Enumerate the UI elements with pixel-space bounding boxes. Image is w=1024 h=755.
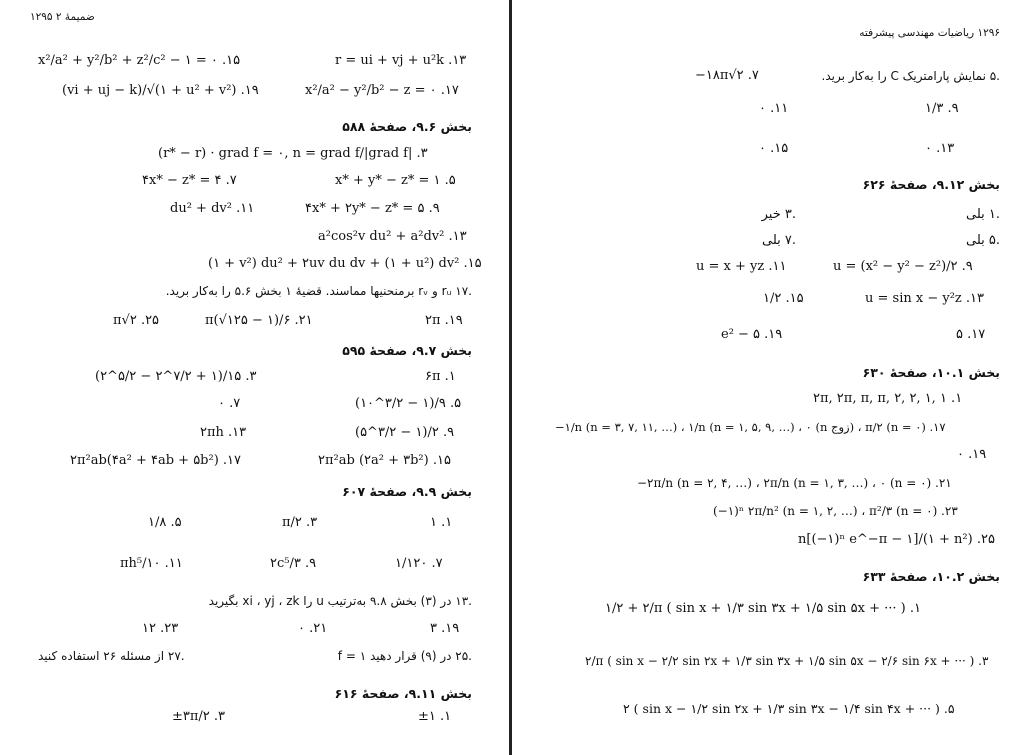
- left-page: [0, 0, 510, 755]
- answer-line: x²/a² + y²/b² + z²/c² − ۱ = ۰ .۱۵: [38, 53, 241, 68]
- answer-line: u = sin x − y²z .۱۳: [865, 291, 984, 306]
- answer-line: ۱ .۱: [430, 515, 453, 530]
- answer-line: (r* − r) · grad f = ۰, n = grad f/|grad f| .۳: [158, 146, 428, 161]
- answer-line: .۱۷ rᵤ و rᵥ برمنحنیها مماسند. قضیهٔ ۱ بخش ۵.۶ را به‌کار برید.: [165, 284, 472, 298]
- answer-line: ۰ .۱۵: [759, 141, 789, 156]
- answer-line: (vi + uj − k)/√(۱ + u² + v²) .۱۹: [62, 83, 259, 98]
- answer-line: r = ui + vj + u²k .۱۳: [335, 53, 467, 68]
- answer-line: ۱/۸ .۵: [148, 515, 182, 530]
- answer-line: .۵ بلی: [965, 233, 1000, 248]
- answer-line: ۱/۲ + ۲/π ( sin x + ۱/۳ sin ۳x + ۱/۵ sin ۵x + ··· ) .۱: [605, 601, 921, 616]
- answer-line: ۰ .۲۱: [298, 621, 328, 636]
- answer-line: ۶π .۱: [425, 369, 456, 384]
- answer-line: ۱۲ .۲۳: [142, 621, 179, 636]
- answer-line: .۳ خیر: [761, 207, 796, 222]
- answer-line: (۱ + v²) du² + ۲uv du dv + (۱ + u²) dv² .۱۵: [208, 256, 482, 271]
- answer-line: ۲πh .۱۳: [200, 425, 247, 440]
- answer-line: −۱/n (n = ۳, ۷, ۱۱, …) ، ۱/n (n = ۱, ۵, ۹, …) ، ۰ (n زوج) ، π/۲ (n = ۰) .۱۷: [555, 420, 946, 434]
- answer-line: π/۲ .۳: [282, 515, 318, 530]
- answer-line: ۰ .۷: [218, 396, 241, 411]
- answer-line: ۲c⁵/۳ .۹: [270, 556, 317, 571]
- answer-line: ±۳π/۲ .۳: [172, 709, 226, 724]
- page-gutter: [509, 0, 512, 755]
- answer-line: ۰ .۱۱: [759, 101, 789, 116]
- section-heading: بخش ۹.۱۱، صفحهٔ ۶۱۶: [334, 686, 472, 701]
- answer-line: .۷ بلی: [761, 233, 796, 248]
- answer-line: π√۲ .۲۵: [113, 313, 160, 328]
- page-header: ضمیمهٔ ۲ ۱۲۹۵: [30, 11, 95, 23]
- answer-line: ۱/۳ .۹: [925, 101, 959, 116]
- answer-line: e² − ۵ .۱۹: [721, 327, 783, 342]
- answer-line: .۲۷ از مسئله ۲۶ استفاده کنید: [38, 649, 185, 663]
- answer-line: ۵ .۱۷: [956, 327, 986, 342]
- answer-line: (۱۰^۳/۲ − ۱)/۹ .۵: [355, 396, 462, 411]
- answer-line: πh⁵/۱۰ .۱۱: [120, 556, 183, 571]
- answer-line: ۰ .۱۹: [957, 447, 987, 462]
- answer-line: .۲۵ در (۹) قرار دهید ۱ = f: [337, 649, 472, 663]
- answer-line: ۴x* − z* = ۴ .۷: [142, 173, 237, 188]
- answer-line: ۲/π ( sin x − ۲/۲ sin ۲x + ۱/۳ sin ۳x + ۱/۵ sin ۵x − ۲/۶ sin ۶x + ··· ) .۳: [585, 654, 989, 668]
- answer-line: .۱ بلی: [965, 207, 1000, 222]
- answer-line: ۱/۱۲۰ .۷: [395, 556, 443, 571]
- answer-line: u = (x² − y² − z²)/۲ .۹: [833, 259, 973, 274]
- section-heading: بخش ۱۰.۱، صفحهٔ ۶۳۰: [862, 365, 1000, 380]
- section-heading: بخش ۹.۷، صفحهٔ ۵۹۵: [342, 343, 472, 358]
- section-heading: بخش ۹.۹، صفحهٔ ۶۰۷: [342, 484, 472, 499]
- answer-line: ۲π²ab (۲a² + ۳b²) .۱۵: [318, 453, 451, 468]
- answer-line: a²cos²v du² + a²dv² .۱۳: [318, 229, 467, 244]
- answer-line: ۲π, ۲π, π, π, ۲, ۲, ۱, ۱ .۱: [813, 391, 963, 406]
- section-heading: بخش ۹.۱۲، صفحهٔ ۶۲۶: [862, 177, 1000, 192]
- section-heading: بخش ۱۰.۲، صفحهٔ ۶۳۳: [862, 569, 1000, 584]
- answer-line: (−۱)ⁿ ۲π/n² (n = ۱, ۲, …) ، π²/۳ (n = ۰) .۲۳: [713, 504, 958, 518]
- answer-line: .۱۳ در (۳) بخش ۹.۸ به‌ترتیب u را xi ، yj ، zk بگیرید: [208, 594, 472, 608]
- section-heading: بخش ۹.۶، صفحهٔ ۵۸۸: [342, 119, 472, 134]
- answer-line: x* + y* − z* = ۱ .۵: [335, 173, 456, 188]
- answer-line: ۱/۲ .۱۵: [763, 291, 804, 306]
- answer-line: u = x + yz .۱۱: [696, 259, 787, 274]
- answer-line: −۲π/n (n = ۲, ۴, …) ، ۲π/n (n = ۱, ۳, …) ، ۰ (n = ۰) .۲۱: [637, 476, 952, 490]
- answer-line: ±۱ .۱: [418, 709, 452, 724]
- answer-line: x²/a² − y²/b² − z = ۰ .۱۷: [305, 83, 459, 98]
- answer-line: ۲π²ab(۴a² + ۴ab + ۵b²) .۱۷: [70, 453, 242, 468]
- answer-line: .۵ نمایش پارامتریک C را به‌کار برید.: [821, 69, 1000, 83]
- answer-line: ۴x* + ۲y* − z* = ۵ .۹: [305, 201, 440, 216]
- answer-line: (۲^۵/۲ − ۲^۷/۲ + ۱)/۱۵ .۳: [95, 369, 257, 384]
- answer-line: ۳ .۱۹: [430, 621, 460, 636]
- answer-line: ۲ ( sin x − ۱/۲ sin ۲x + ۱/۳ sin ۳x − ۱/۴ sin ۴x + ··· ) .۵: [623, 701, 955, 716]
- answer-line: −۱۸π√۲ .۷: [695, 68, 759, 83]
- page-header: ۱۲۹۶ ریاضیات مهندسی پیشرفته: [859, 27, 1000, 39]
- answer-line: du² + dv² .۱۱: [170, 201, 255, 216]
- answer-line: π(√۱۲۵ − ۱)/۶ .۲۱: [205, 313, 313, 328]
- answer-line: ۰ .۱۳: [925, 141, 955, 156]
- right-page: [513, 0, 1024, 755]
- answer-line: n[(−۱)ⁿ e^−π − ۱]/(۱ + n²) .۲۵: [798, 532, 995, 547]
- answer-line: ۲π .۱۹: [425, 313, 463, 328]
- answer-line: (۵^۳/۲ − ۱)/۲ .۹: [355, 425, 455, 440]
